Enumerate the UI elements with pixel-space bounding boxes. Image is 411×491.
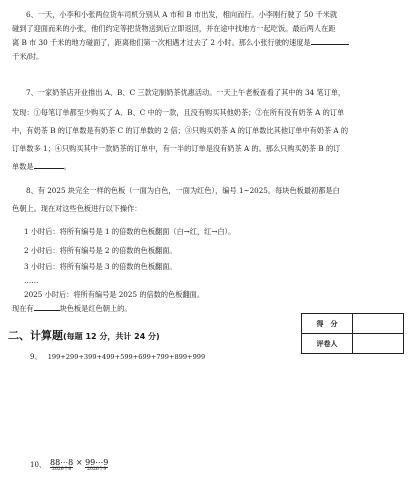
- q10-part-2: 99⋯9 2026个9: [85, 458, 109, 472]
- q8-end: 现在有 块色板是红色朝上的。: [12, 304, 132, 313]
- q10-part-1: 88⋯8 2026个8: [50, 458, 74, 472]
- q6-line3: 离 B 市 30 千米的地方碰面了，距离他们第一次相遇才过去了 2 小时。那么小张行驶的速度是: [12, 36, 402, 50]
- answer-blank-q7[interactable]: [34, 161, 64, 169]
- q7-line4: 订单数多 1；④只购买其中一款奶茶的订单中，有一半的订单是没有奶茶 A 的。那么只购买奶茶 B 的订: [12, 144, 341, 153]
- grader-cell[interactable]: [353, 334, 404, 354]
- answer-blank-q6[interactable]: [311, 37, 349, 45]
- q7-line2: 发现：①每笔订单都至少购买了 A、B、C 中的一款，且没有购买其他奶茶；②在所有没有奶茶 A 的订单: [12, 108, 345, 117]
- question-9: [30, 352, 205, 362]
- q7-line1: 7、一家奶茶店开业推出 A、B、C 三款定制奶茶优惠活动。一天上午老板查看了其中的 34 笔订单，: [26, 88, 346, 97]
- q8-dots: ……: [24, 276, 39, 285]
- q8-line1: 8、有 2025 块完全一样的色板（一面为白色，一面为红色），编号 1~2025。每块色板最初都是白: [26, 186, 340, 195]
- q8-step-1: 1 小时后：将所有编号是 1 的倍数的色板翻面（白→红，红→白）。: [24, 227, 236, 236]
- q7-body: [12, 104, 402, 176]
- answer-blank-q8[interactable]: [34, 303, 60, 311]
- q9-expression: 199+299+399+499+599+699+799+899+999: [47, 353, 206, 361]
- q6-body: [12, 22, 402, 64]
- q6-line1: 6、一天，小李和小张两位货车司机分别从 A 市和 B 市出发，相向而行。小李刚行驶了 50 千米就: [26, 10, 338, 19]
- question-7: [12, 86, 402, 100]
- question-10-expression: [50, 458, 108, 473]
- question-6: [12, 8, 402, 22]
- q6-line4: 千米/时。: [12, 52, 44, 61]
- score-label: 得 分: [302, 314, 353, 334]
- q8-line2-wrap: [12, 202, 402, 216]
- q8-step-2025: 2025 小时后：将所有编号是 2025 的倍数的色板翻面。: [24, 290, 205, 299]
- section-2-subtitle: (每题 12 分，共计 24 分): [63, 332, 160, 341]
- score-cell[interactable]: [353, 314, 404, 334]
- q8-step-2: 2 小时后：将所有编号是 2 的倍数的色板翻面。: [24, 246, 177, 255]
- q7-line3: 中，有奶茶 B 的订单数是有奶茶 C 的订单数的 2 倍；③只购买奶茶 A 的订单数比其他订单中有奶茶 A 的: [12, 126, 349, 135]
- grader-label: 评卷人: [302, 334, 353, 354]
- q10-label-1: 2026个8: [52, 467, 72, 472]
- q8-line2: 色朝上。现在对这些色板进行以下操作：: [12, 204, 142, 213]
- q8-step-3: 3 小时后：将所有编号是 3 的倍数的色板翻面。: [24, 262, 177, 271]
- question-8: [12, 184, 402, 198]
- section-2-title: 二、计算题(每题 12 分，共计 24 分): [8, 329, 160, 342]
- q10-times: ×: [75, 458, 83, 467]
- q7-line5: 单数是 。: [12, 162, 71, 171]
- q9-number: 9、: [30, 353, 42, 361]
- q10-label-2: 2026个9: [87, 467, 107, 472]
- score-table: [301, 313, 404, 354]
- q6-line2: 碰到了迎面而来的小张，他们约定等把货物送到后立即返回，并在途中找地方一起吃饭。最后两人在距: [12, 24, 336, 33]
- q10-number: 10、: [30, 461, 46, 469]
